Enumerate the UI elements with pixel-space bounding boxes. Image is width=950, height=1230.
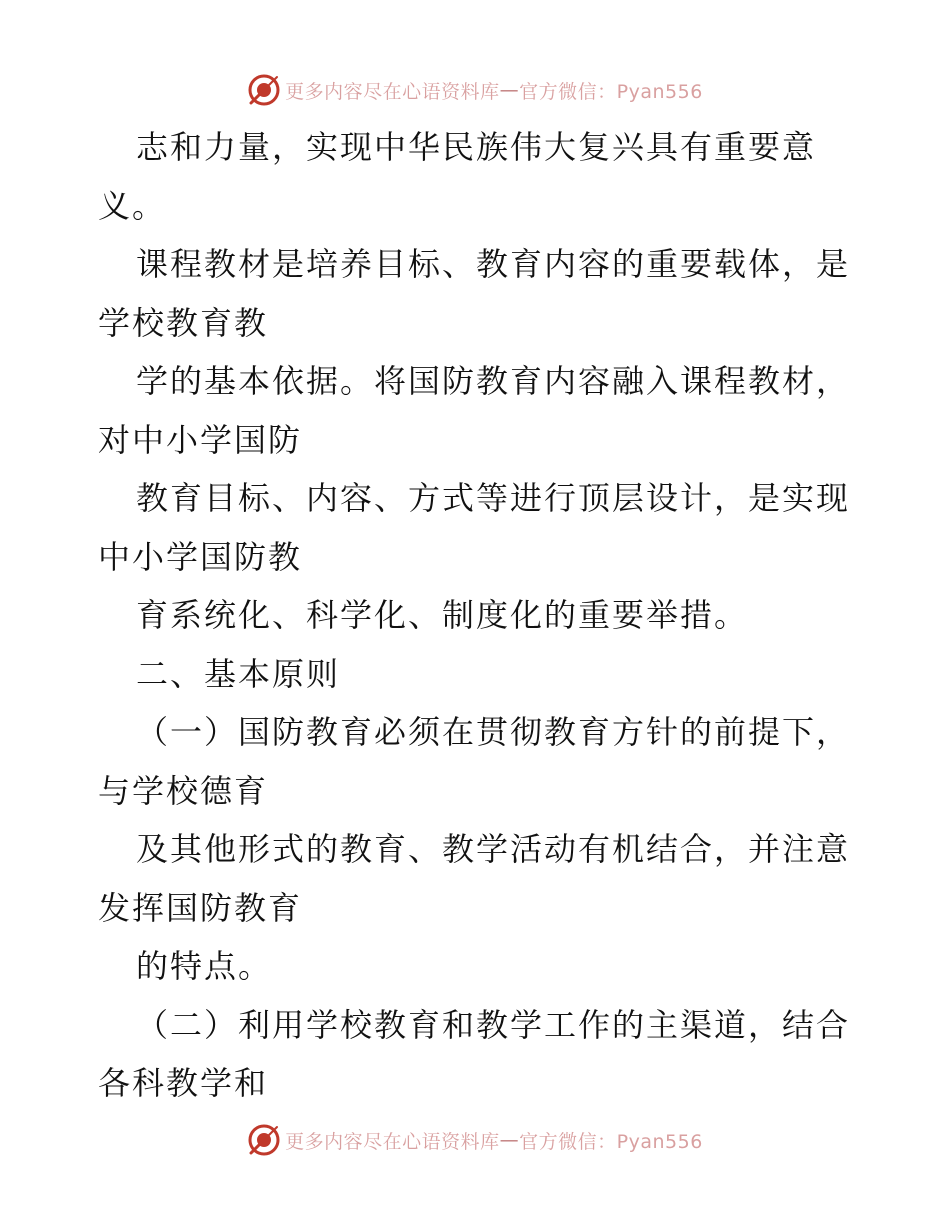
header-watermark bbox=[0, 70, 950, 110]
text-line: 育系统化、科学化、制度化的重要举措。 bbox=[136, 596, 749, 634]
wechat-contact: 官方微信：Pyan556 bbox=[519, 80, 703, 103]
text-line: 义。 bbox=[98, 186, 167, 225]
document-body bbox=[98, 118, 858, 1113]
text-line: 与学校德育 bbox=[98, 771, 269, 810]
text-line: 学的基本依据。将国防教育内容融入课程教材， bbox=[136, 362, 851, 400]
text-line: 学校教育教 bbox=[98, 303, 269, 342]
text-line: 志和力量，实现中华民族伟大复兴具有重要意 bbox=[136, 128, 817, 166]
banner-separator: — bbox=[499, 1129, 520, 1151]
text-line: 教育目标、内容、方式等进行顶层设计，是实现 bbox=[136, 479, 851, 517]
pen-logo-icon bbox=[247, 1123, 281, 1157]
wechat-contact: 官方微信：Pyan556 bbox=[519, 1130, 703, 1153]
text-line: 对中小学国防 bbox=[98, 420, 303, 459]
text-line: 课程教材是培养目标、教育内容的重要载体，是 bbox=[136, 245, 851, 283]
text-line: 发挥国防教育 bbox=[98, 888, 303, 927]
site-name: 更多内容尽在心语资料库 bbox=[285, 80, 500, 103]
pen-logo-icon bbox=[247, 73, 281, 107]
text-line: 各科教学和 bbox=[98, 1064, 269, 1102]
site-name: 更多内容尽在心语资料库 bbox=[285, 1130, 500, 1153]
text-line: （二）利用学校教育和教学工作的主渠道，结合 bbox=[136, 1005, 851, 1044]
text-line: （一）国防教育必须在贯彻教育方针的前提下， bbox=[136, 713, 851, 751]
text-line: 及其他形式的教育、教学活动有机结合，并注意 bbox=[136, 830, 851, 868]
text-line: 中小学国防教 bbox=[98, 537, 303, 576]
text-line: 的特点。 bbox=[136, 947, 273, 985]
footer-watermark bbox=[0, 1120, 950, 1160]
section-heading: 二、基本原则 bbox=[136, 654, 341, 693]
banner-separator: — bbox=[499, 79, 520, 101]
